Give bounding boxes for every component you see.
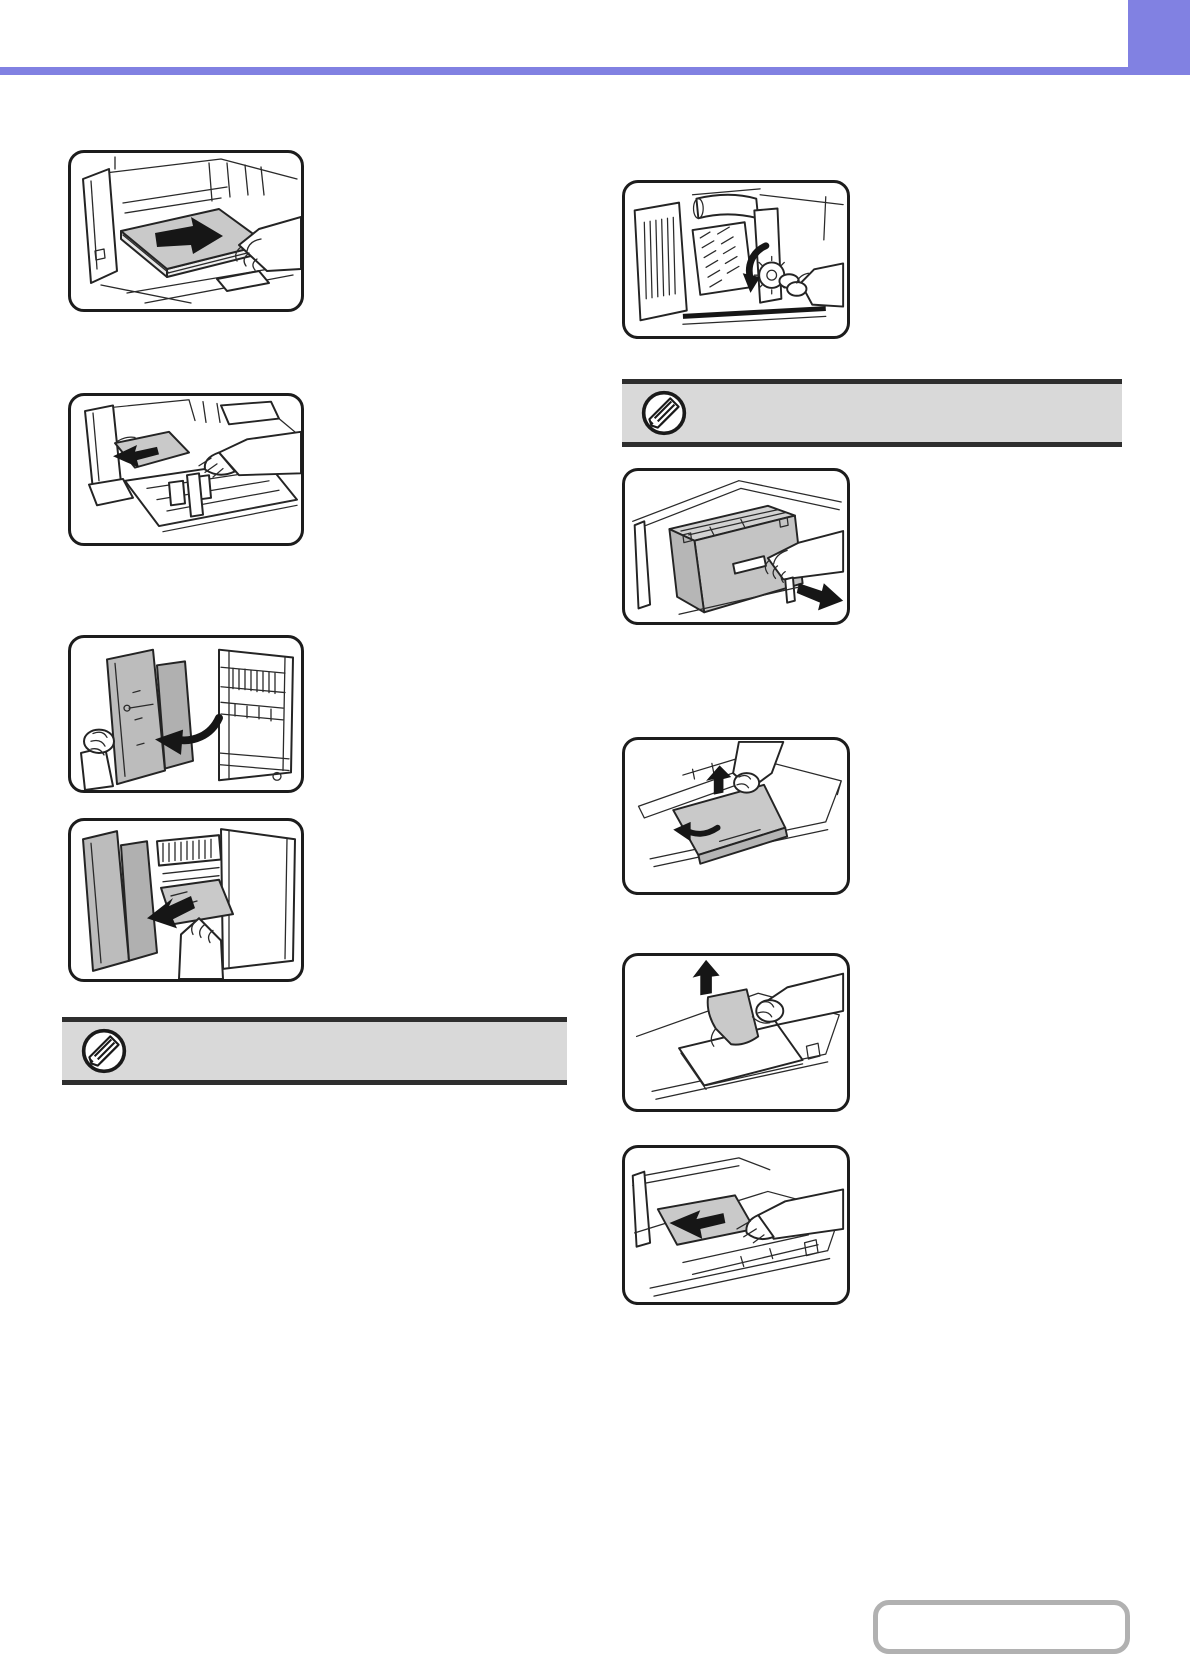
pencil-note-icon bbox=[640, 389, 688, 437]
tray-sheet-illustration bbox=[68, 393, 304, 546]
page-navigation-box[interactable] bbox=[873, 1600, 1130, 1654]
hand bbox=[179, 918, 223, 979]
pencil-note-icon bbox=[80, 1027, 128, 1075]
bypass-door bbox=[221, 402, 279, 425]
remove-paper-up-illustration bbox=[622, 953, 850, 1112]
hand bbox=[733, 742, 783, 793]
machine-body bbox=[221, 829, 295, 969]
roller-unit bbox=[693, 222, 753, 295]
jammed-sheet bbox=[708, 989, 759, 1044]
hand bbox=[779, 263, 843, 306]
maintenance-cover-illustration bbox=[622, 737, 850, 895]
side-cover-paper-illustration bbox=[68, 818, 304, 982]
tray-sheet-illustration-art bbox=[71, 396, 301, 543]
purple-header-rule bbox=[0, 67, 1190, 75]
purple-corner-block bbox=[1128, 0, 1190, 75]
note-box-right bbox=[622, 379, 1122, 447]
upper-roller bbox=[696, 195, 758, 219]
reinsert-paper-illustration-art bbox=[625, 1148, 847, 1302]
reinsert-paper-illustration bbox=[622, 1145, 850, 1305]
pull-tray-illustration-art bbox=[625, 471, 847, 622]
machine-tower bbox=[85, 405, 121, 490]
tray-extension bbox=[217, 271, 269, 291]
pull-direction-arrow bbox=[797, 583, 843, 610]
lift-direction-arrow bbox=[706, 765, 731, 794]
side-cover-open-illustration-art bbox=[71, 638, 301, 790]
pull-tray-illustration bbox=[622, 468, 850, 625]
maintenance-cover-illustration-art bbox=[625, 740, 847, 892]
bypass-tray-illustration bbox=[68, 150, 304, 312]
side-cover-open-illustration bbox=[68, 635, 304, 793]
hand bbox=[81, 730, 114, 790]
vented-panel bbox=[635, 203, 687, 321]
fusing-knob-illustration bbox=[622, 180, 850, 339]
hand bbox=[752, 974, 843, 1025]
fusing-knob-illustration-art bbox=[625, 183, 847, 336]
remove-paper-up-illustration-art bbox=[625, 956, 847, 1109]
lift-direction-arrow bbox=[693, 960, 720, 995]
side-cover-paper-illustration-art bbox=[71, 821, 301, 979]
machine-left-panel bbox=[83, 169, 117, 283]
hand bbox=[199, 432, 301, 477]
bypass-tray-illustration-art bbox=[71, 153, 301, 309]
hand bbox=[236, 217, 301, 271]
note-box-left bbox=[62, 1017, 567, 1085]
